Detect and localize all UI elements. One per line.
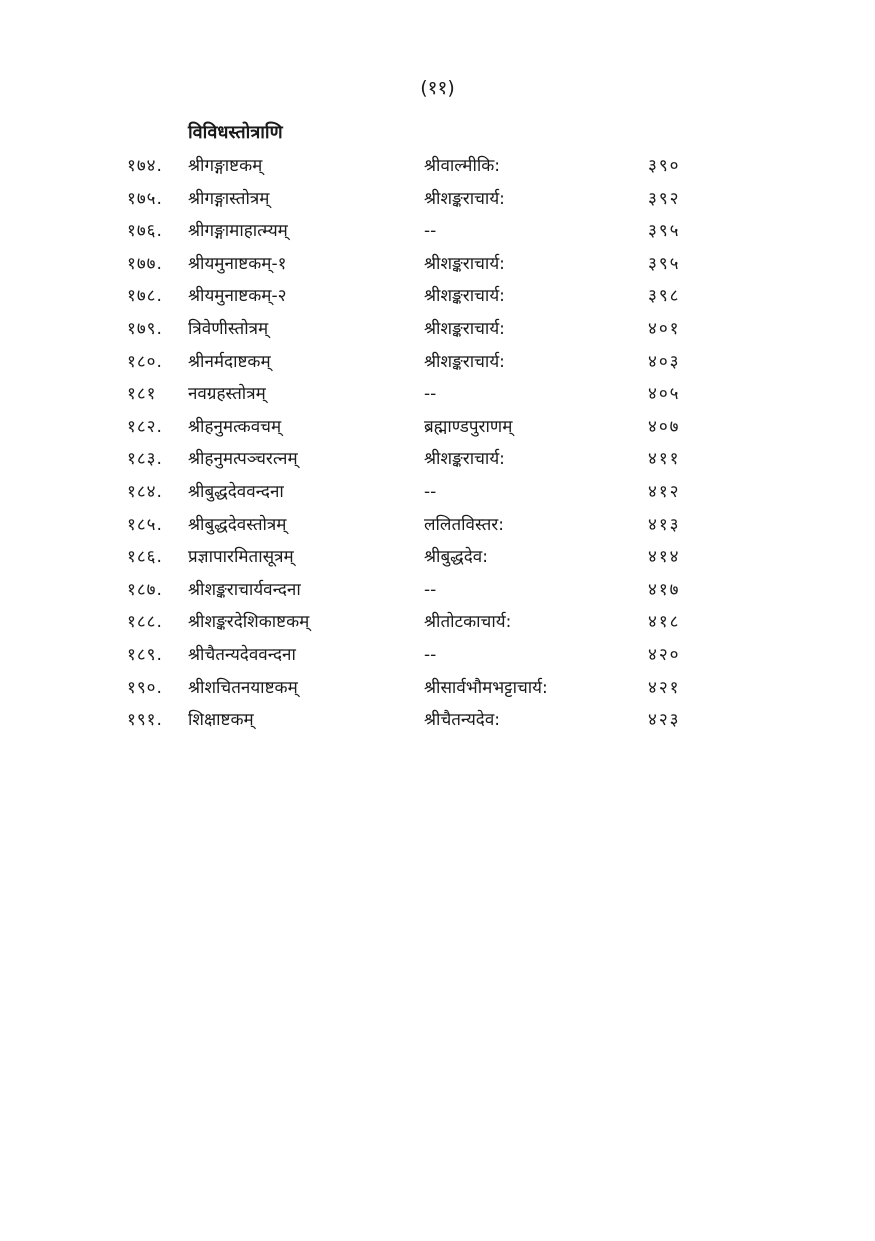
entry-author: श्रीशङ्कराचार्य:	[424, 253, 505, 274]
entry-number: १७८.	[127, 286, 163, 307]
entry-author: --	[424, 384, 437, 405]
entry-page: ३९२	[648, 188, 681, 209]
toc-row	[0, 606, 875, 639]
entry-author: श्रीशङ्कराचार्य:	[424, 318, 505, 339]
entry-number: १९१.	[127, 710, 163, 731]
entry-number: १८५.	[127, 514, 163, 535]
entry-number: १९०.	[127, 677, 163, 698]
entry-page: ४०१	[648, 318, 681, 339]
entry-author: श्रीचैतन्यदेव:	[424, 710, 501, 731]
entry-page: ४१३	[648, 514, 681, 535]
entry-number: १८७.	[127, 579, 163, 600]
entry-title: श्रीशङ्कराचार्यवन्दना	[188, 579, 301, 600]
entry-author: ललितविस्तर:	[424, 514, 504, 535]
entry-page: ४१८	[648, 612, 681, 633]
entry-title: श्रीगङ्गामाहात्म्यम्	[188, 221, 288, 242]
entry-title: श्रीशङ्करदेशिकाष्टकम्	[188, 612, 310, 633]
entry-number: १८१	[127, 384, 157, 405]
table-of-contents	[0, 150, 875, 737]
entry-number: १७४.	[127, 156, 163, 176]
entry-number: १८४.	[127, 481, 163, 502]
entry-title: प्रज्ञापारमितासूत्रम्	[188, 547, 294, 568]
toc-row	[0, 639, 875, 672]
entry-title: श्रीशचितनयाष्टकम्	[188, 677, 298, 698]
entry-title: श्रीबुद्धदेववन्दना	[188, 481, 284, 502]
entry-title: श्रीगङ्गाष्टकम्	[188, 156, 263, 176]
toc-row	[0, 411, 875, 444]
entry-number: १७७.	[127, 253, 163, 274]
toc-row	[0, 476, 875, 509]
entry-title: श्रीयमुनाष्टकम्-२	[188, 286, 287, 307]
entry-number: १७९.	[127, 318, 163, 339]
entry-author: श्रीशङ्कराचार्य:	[424, 449, 505, 470]
entry-number: १८३.	[127, 449, 163, 470]
entry-author: --	[424, 481, 437, 502]
entry-title: श्रीगङ्गास्तोत्रम्	[188, 188, 270, 209]
entry-page: ४१७	[648, 579, 681, 600]
toc-row	[0, 378, 875, 411]
entry-page: ४२०	[648, 644, 681, 665]
entry-page: ३९८	[648, 286, 681, 307]
entry-number: १८९.	[127, 644, 163, 665]
entry-author: श्रीवाल्मीकि:	[424, 156, 501, 176]
toc-row	[0, 541, 875, 574]
entry-number: १८८.	[127, 612, 163, 633]
entry-number: १७६.	[127, 221, 163, 242]
entry-number: १७५.	[127, 188, 163, 209]
entry-page: ४२३	[648, 710, 681, 731]
entry-title: नवग्रहस्तोत्रम्	[188, 384, 266, 405]
toc-row	[0, 574, 875, 607]
entry-page: ४११	[648, 449, 681, 470]
entry-page: ४०५	[648, 384, 681, 405]
entry-author: --	[424, 579, 437, 600]
toc-row	[0, 346, 875, 379]
entry-page: ४१४	[648, 547, 681, 568]
page-number	[0, 74, 875, 100]
entry-number: १८२.	[127, 416, 163, 437]
entry-author: ब्रह्माण्डपुराणम्	[424, 416, 513, 437]
entry-number: १८६.	[127, 547, 163, 568]
entry-author: श्रीतोटकाचार्य:	[424, 612, 512, 633]
toc-row	[0, 443, 875, 476]
entry-title: श्रीबुद्धदेवस्तोत्रम्	[188, 514, 287, 535]
entry-page: ४०७	[648, 416, 681, 437]
toc-row	[0, 215, 875, 248]
entry-number: १८०.	[127, 351, 163, 372]
entry-author: --	[424, 221, 437, 242]
entry-title: शिक्षाष्टकम्	[188, 710, 254, 731]
entry-page: ३९५	[648, 253, 681, 274]
toc-row	[0, 248, 875, 281]
entry-title: त्रिवेणीस्तोत्रम्	[188, 318, 269, 339]
toc-row	[0, 280, 875, 313]
section-heading: विविधस्तोत्राणि	[188, 122, 283, 143]
entry-author: श्रीशङ्कराचार्य:	[424, 286, 505, 307]
toc-row	[0, 509, 875, 542]
entry-page: ३९५	[648, 221, 681, 242]
entry-page: ४०३	[648, 351, 681, 372]
entry-title: श्रीचैतन्यदेववन्दना	[188, 644, 296, 665]
toc-row	[0, 313, 875, 346]
entry-title: श्रीहनुमत्पञ्चरत्नम्	[188, 449, 298, 470]
entry-title: श्रीहनुमत्कवचम्	[188, 416, 282, 437]
entry-page: ४२१	[648, 677, 681, 698]
entry-title: श्रीनर्मदाष्टकम्	[188, 351, 271, 372]
entry-author: श्रीशङ्कराचार्य:	[424, 188, 505, 209]
entry-author: --	[424, 644, 437, 665]
page-number-text: (११)	[420, 77, 455, 99]
toc-row	[0, 672, 875, 705]
entry-author: श्रीशङ्कराचार्य:	[424, 351, 505, 372]
entry-author: श्रीबुद्धदेव:	[424, 547, 488, 568]
toc-row	[0, 704, 875, 737]
entry-author: श्रीसार्वभौमभट्टाचार्य:	[424, 677, 548, 698]
toc-row	[0, 183, 875, 216]
entry-page: ३९०	[648, 156, 681, 176]
entry-page: ४१२	[648, 481, 681, 502]
toc-row	[0, 150, 875, 183]
entry-title: श्रीयमुनाष्टकम्-१	[188, 253, 287, 274]
